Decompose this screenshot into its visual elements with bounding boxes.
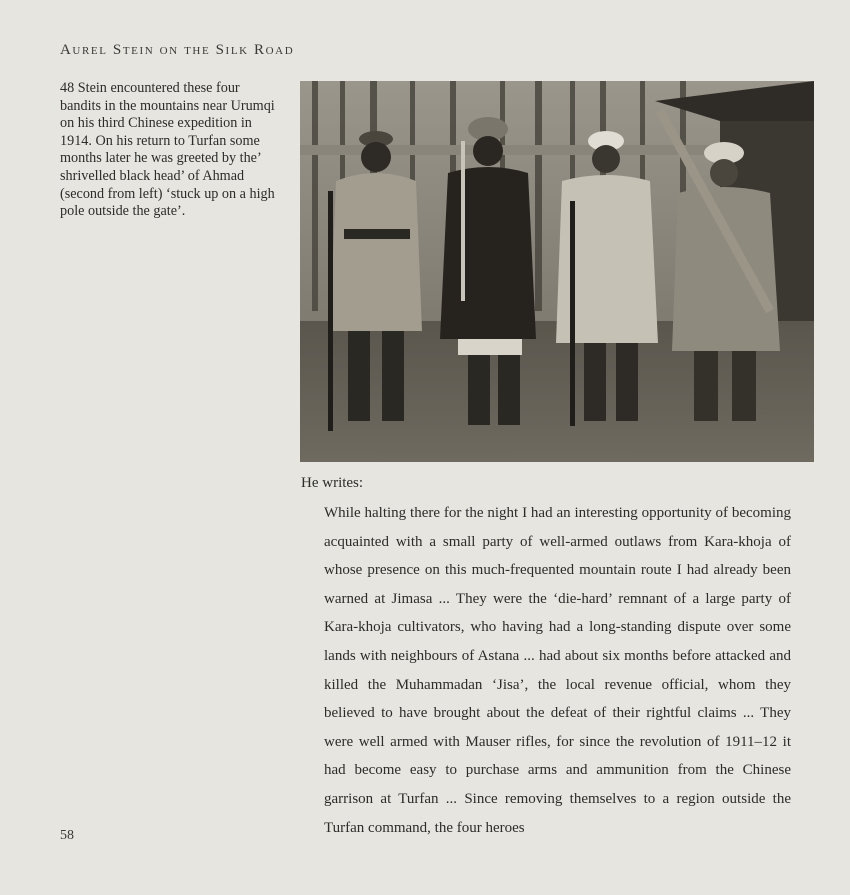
photo-caption: 48 Stein encountered these four bandits in the mountains near Urumqi on his third Chinese expedition in 1914. On his return to Turfan some months later he was greeted by the’ shrivelled black head’ of Ahmad (second from left) ‘stuck up on a high pole outside the gate’. [60, 80, 275, 220]
block-quote: While halting there for the night I had an interesting opportunity of becoming acquainted with a small party of well-armed outlaws from Kara-khoja of whose presence on this much-frequented mountain route I had already been warned at Jimasa ... They were the ‘die-hard’ remnant of a large party of Kara-khoja cultivators, who having had a long-standing dispute over some lands with neighbours of Astana ... had about six months before attacked and killed the Muhammadan ‘Jisa’, the local revenue official, whom they believed to have brought about the defeat of their rightful claims ... They were well armed with Mauser rifles, for since the revolution of 1911–12 it had become easy to purchase arms and ammunition from the Chinese garrison at Turfan ... Since removing themselves to a region outside the Turfan command, the four heroes [324, 505, 791, 836]
running-head: Aurel Stein on the Silk Road [60, 42, 295, 58]
page-number: 58 [60, 828, 74, 843]
quote-intro: He writes: [301, 475, 364, 491]
photograph-four-bandits [300, 81, 814, 462]
